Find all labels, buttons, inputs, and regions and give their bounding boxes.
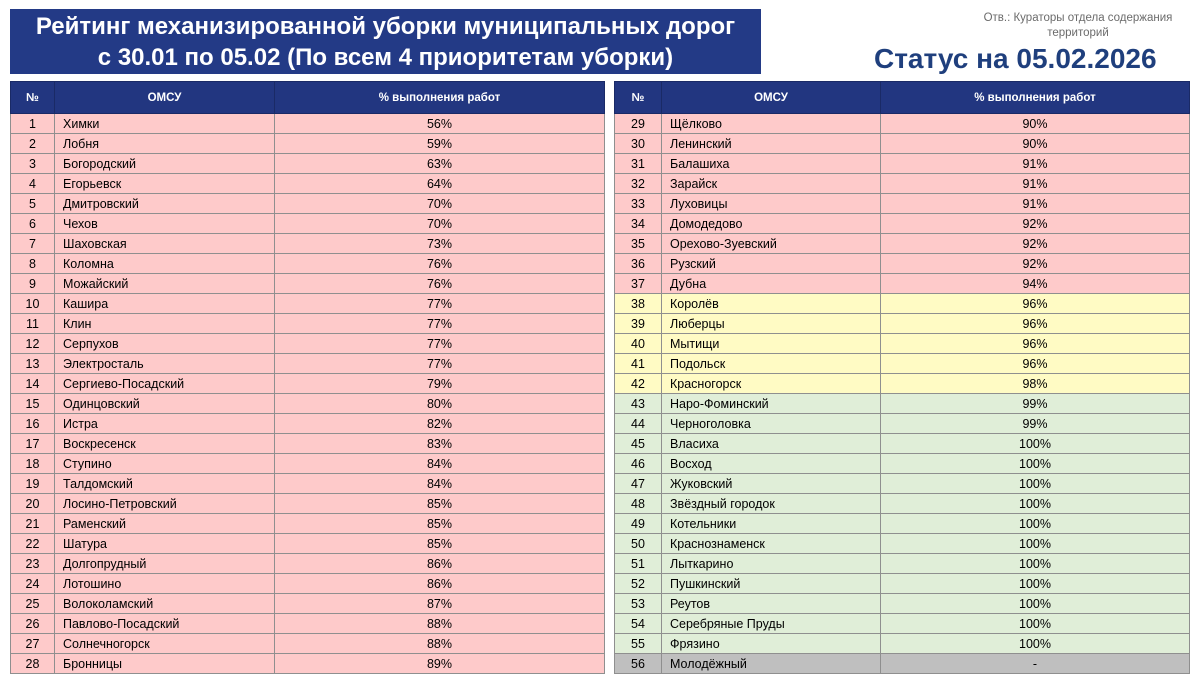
row-percent: 100% — [881, 634, 1190, 654]
row-percent: 90% — [881, 134, 1190, 154]
row-number: 56 — [615, 654, 662, 674]
table-header-row — [11, 82, 605, 114]
table-row — [615, 474, 1190, 494]
row-number: 31 — [615, 154, 662, 174]
row-number: 20 — [11, 494, 55, 514]
row-percent: 92% — [881, 254, 1190, 274]
table-row — [615, 514, 1190, 534]
table-row — [615, 394, 1190, 414]
table-row — [615, 354, 1190, 374]
row-omsu-name: Краснознаменск — [662, 534, 881, 554]
row-number: 36 — [615, 254, 662, 274]
row-percent: 70% — [275, 214, 605, 234]
row-number: 33 — [615, 194, 662, 214]
row-omsu-name: Мытищи — [662, 334, 881, 354]
responsible-line-1: Отв.: Кураторы отдела содержания — [983, 12, 1173, 24]
row-percent: 96% — [881, 314, 1190, 334]
row-number: 10 — [11, 294, 55, 314]
row-omsu-name: Фрязино — [662, 634, 881, 654]
row-number: 32 — [615, 174, 662, 194]
table-row — [615, 454, 1190, 474]
row-number: 7 — [11, 234, 55, 254]
row-percent: 100% — [881, 434, 1190, 454]
row-omsu-name: Королёв — [662, 294, 881, 314]
report-title-line-1: Рейтинг механизированной уборки муниципальных дорог — [35, 13, 736, 40]
row-percent: 99% — [881, 414, 1190, 434]
row-number: 48 — [615, 494, 662, 514]
row-percent: 88% — [275, 634, 605, 654]
row-percent: 80% — [275, 394, 605, 414]
row-number: 24 — [11, 574, 55, 594]
row-percent: 77% — [275, 354, 605, 374]
row-percent: 100% — [881, 494, 1190, 514]
header-percent: % выполнения работ — [881, 82, 1190, 114]
row-number: 47 — [615, 474, 662, 494]
row-omsu-name: Котельники — [662, 514, 881, 534]
table-row — [615, 434, 1190, 454]
table-row — [615, 254, 1190, 274]
table-row — [615, 594, 1190, 614]
row-omsu-name: Бронницы — [55, 654, 275, 674]
row-number: 23 — [11, 554, 55, 574]
row-number: 22 — [11, 534, 55, 554]
row-number: 35 — [615, 234, 662, 254]
table-row — [615, 194, 1190, 214]
row-number: 50 — [615, 534, 662, 554]
table-row — [615, 314, 1190, 334]
row-omsu-name: Ленинский — [662, 134, 881, 154]
table-row — [615, 574, 1190, 594]
row-number: 37 — [615, 274, 662, 294]
status-date: Статус на 05.02.2026 — [874, 43, 1157, 74]
row-number: 39 — [615, 314, 662, 334]
row-number: 13 — [11, 354, 55, 374]
row-omsu-name: Власиха — [662, 434, 881, 454]
row-percent: 100% — [881, 514, 1190, 534]
row-omsu-name: Восход — [662, 454, 881, 474]
row-percent: 77% — [275, 334, 605, 354]
row-omsu-name: Электросталь — [55, 354, 275, 374]
row-omsu-name: Наро-Фоминский — [662, 394, 881, 414]
table-row — [615, 654, 1190, 674]
row-omsu-name: Балашиха — [662, 154, 881, 174]
row-omsu-name: Молодёжный — [662, 654, 881, 674]
row-percent: 100% — [881, 614, 1190, 634]
table-row — [11, 354, 605, 374]
row-number: 17 — [11, 434, 55, 454]
table-row — [11, 614, 605, 634]
table-row — [615, 174, 1190, 194]
row-number: 44 — [615, 414, 662, 434]
table-row — [11, 514, 605, 534]
table-row — [615, 634, 1190, 654]
row-percent: 99% — [881, 394, 1190, 414]
table-row — [11, 494, 605, 514]
row-percent: 59% — [275, 134, 605, 154]
row-omsu-name: Лосино-Петровский — [55, 494, 275, 514]
row-percent: 83% — [275, 434, 605, 454]
row-omsu-name: Пушкинский — [662, 574, 881, 594]
row-percent: 73% — [275, 234, 605, 254]
row-number: 52 — [615, 574, 662, 594]
table-row — [11, 554, 605, 574]
header-num: № — [11, 82, 55, 114]
row-percent: 100% — [881, 534, 1190, 554]
row-number: 19 — [11, 474, 55, 494]
row-percent: 76% — [275, 254, 605, 274]
row-omsu-name: Красногорск — [662, 374, 881, 394]
table-row — [615, 274, 1190, 294]
row-omsu-name: Кашира — [55, 294, 275, 314]
row-number: 46 — [615, 454, 662, 474]
table-row — [615, 234, 1190, 254]
table-row — [615, 294, 1190, 314]
table-row — [615, 334, 1190, 354]
row-percent: 88% — [275, 614, 605, 634]
table-row — [11, 174, 605, 194]
row-percent: 86% — [275, 574, 605, 594]
row-omsu-name: Богородский — [55, 154, 275, 174]
row-number: 5 — [11, 194, 55, 214]
table-row — [615, 374, 1190, 394]
row-number: 21 — [11, 514, 55, 534]
table-row — [11, 234, 605, 254]
row-number: 15 — [11, 394, 55, 414]
table-row — [615, 154, 1190, 174]
row-omsu-name: Люберцы — [662, 314, 881, 334]
table-row — [11, 454, 605, 474]
row-number: 27 — [11, 634, 55, 654]
row-number: 2 — [11, 134, 55, 154]
row-percent: 92% — [881, 234, 1190, 254]
row-number: 51 — [615, 554, 662, 574]
row-omsu-name: Ступино — [55, 454, 275, 474]
row-percent: 85% — [275, 534, 605, 554]
row-percent: 94% — [881, 274, 1190, 294]
row-omsu-name: Зарайск — [662, 174, 881, 194]
responsible-line-2: территорий — [1047, 27, 1109, 39]
row-percent: 100% — [881, 474, 1190, 494]
table-row — [615, 114, 1190, 134]
row-percent: 100% — [881, 574, 1190, 594]
row-percent: 64% — [275, 174, 605, 194]
row-number: 28 — [11, 654, 55, 674]
row-number: 38 — [615, 294, 662, 314]
row-number: 34 — [615, 214, 662, 234]
header-num: № — [615, 82, 662, 114]
row-percent: 91% — [881, 194, 1190, 214]
row-number: 16 — [11, 414, 55, 434]
row-number: 1 — [11, 114, 55, 134]
table-row — [11, 334, 605, 354]
row-percent: 84% — [275, 454, 605, 474]
row-number: 6 — [11, 214, 55, 234]
row-omsu-name: Дубна — [662, 274, 881, 294]
row-omsu-name: Серпухов — [55, 334, 275, 354]
row-number: 42 — [615, 374, 662, 394]
row-number: 49 — [615, 514, 662, 534]
table-row — [11, 314, 605, 334]
rating-table-left — [10, 81, 605, 674]
row-number: 40 — [615, 334, 662, 354]
row-number: 41 — [615, 354, 662, 374]
row-percent: 76% — [275, 274, 605, 294]
row-number: 11 — [11, 314, 55, 334]
table-row — [615, 534, 1190, 554]
row-percent: 89% — [275, 654, 605, 674]
report-title-line-2: с 30.01 по 05.02 (По всем 4 приоритетам уборки) — [97, 44, 674, 71]
row-percent: 77% — [275, 314, 605, 334]
row-omsu-name: Павлово-Посадский — [55, 614, 275, 634]
row-omsu-name: Луховицы — [662, 194, 881, 214]
row-percent: 87% — [275, 594, 605, 614]
row-omsu-name: Долгопрудный — [55, 554, 275, 574]
row-number: 18 — [11, 454, 55, 474]
row-number: 9 — [11, 274, 55, 294]
row-omsu-name: Истра — [55, 414, 275, 434]
row-omsu-name: Шатура — [55, 534, 275, 554]
row-percent: 86% — [275, 554, 605, 574]
row-omsu-name: Лыткарино — [662, 554, 881, 574]
table-row — [11, 374, 605, 394]
row-omsu-name: Раменский — [55, 514, 275, 534]
row-number: 25 — [11, 594, 55, 614]
row-percent: 96% — [881, 354, 1190, 374]
table-row — [11, 194, 605, 214]
row-omsu-name: Дмитровский — [55, 194, 275, 214]
header-percent: % выполнения работ — [275, 82, 605, 114]
row-omsu-name: Серебряные Пруды — [662, 614, 881, 634]
row-number: 45 — [615, 434, 662, 454]
table-row — [11, 534, 605, 554]
row-omsu-name: Егорьевск — [55, 174, 275, 194]
table-row — [615, 494, 1190, 514]
row-omsu-name: Домодедово — [662, 214, 881, 234]
table-row — [11, 134, 605, 154]
row-omsu-name: Реутов — [662, 594, 881, 614]
table-header-row — [615, 82, 1190, 114]
row-number: 8 — [11, 254, 55, 274]
row-percent: 90% — [881, 114, 1190, 134]
row-number: 55 — [615, 634, 662, 654]
row-percent: 91% — [881, 174, 1190, 194]
row-omsu-name: Звёздный городок — [662, 494, 881, 514]
row-omsu-name: Клин — [55, 314, 275, 334]
row-percent: 82% — [275, 414, 605, 434]
row-number: 4 — [11, 174, 55, 194]
row-omsu-name: Солнечногорск — [55, 634, 275, 654]
row-number: 29 — [615, 114, 662, 134]
rating-table-right — [614, 81, 1190, 674]
row-omsu-name: Щёлково — [662, 114, 881, 134]
row-omsu-name: Химки — [55, 114, 275, 134]
row-omsu-name: Черноголовка — [662, 414, 881, 434]
table-row — [11, 394, 605, 414]
row-percent: 77% — [275, 294, 605, 314]
row-omsu-name: Можайский — [55, 274, 275, 294]
row-percent: 70% — [275, 194, 605, 214]
row-percent: 84% — [275, 474, 605, 494]
row-omsu-name: Сергиево-Посадский — [55, 374, 275, 394]
row-number: 14 — [11, 374, 55, 394]
table-row — [615, 614, 1190, 634]
row-percent: 92% — [881, 214, 1190, 234]
row-number: 12 — [11, 334, 55, 354]
row-number: 26 — [11, 614, 55, 634]
table-row — [11, 634, 605, 654]
table-row — [11, 214, 605, 234]
row-percent: 56% — [275, 114, 605, 134]
row-omsu-name: Коломна — [55, 254, 275, 274]
table-row — [11, 294, 605, 314]
row-percent: 85% — [275, 514, 605, 534]
table-row — [11, 154, 605, 174]
row-omsu-name: Орехово-Зуевский — [662, 234, 881, 254]
row-percent: 100% — [881, 454, 1190, 474]
report-title — [10, 9, 761, 74]
row-percent: 91% — [881, 154, 1190, 174]
row-percent: 96% — [881, 294, 1190, 314]
row-percent: 85% — [275, 494, 605, 514]
table-row — [11, 654, 605, 674]
row-omsu-name: Талдомский — [55, 474, 275, 494]
table-row — [11, 434, 605, 454]
table-row — [11, 574, 605, 594]
row-percent: 96% — [881, 334, 1190, 354]
row-omsu-name: Подольск — [662, 354, 881, 374]
row-number: 53 — [615, 594, 662, 614]
header-omsu: ОМСУ — [55, 82, 275, 114]
table-row — [11, 474, 605, 494]
table-row — [615, 554, 1190, 574]
row-omsu-name: Волоколамский — [55, 594, 275, 614]
row-percent: 100% — [881, 594, 1190, 614]
row-percent: 79% — [275, 374, 605, 394]
row-number: 54 — [615, 614, 662, 634]
row-omsu-name: Чехов — [55, 214, 275, 234]
row-percent: 100% — [881, 554, 1190, 574]
row-omsu-name: Шаховская — [55, 234, 275, 254]
row-percent: - — [881, 654, 1190, 674]
row-number: 3 — [11, 154, 55, 174]
table-row — [11, 254, 605, 274]
table-row — [615, 214, 1190, 234]
row-omsu-name: Жуковский — [662, 474, 881, 494]
header-omsu: ОМСУ — [662, 82, 881, 114]
table-row — [11, 274, 605, 294]
row-omsu-name: Рузский — [662, 254, 881, 274]
table-row — [11, 594, 605, 614]
row-number: 43 — [615, 394, 662, 414]
row-omsu-name: Лобня — [55, 134, 275, 154]
table-row — [11, 114, 605, 134]
table-row — [11, 414, 605, 434]
row-omsu-name: Воскресенск — [55, 434, 275, 454]
row-omsu-name: Одинцовский — [55, 394, 275, 414]
row-number: 30 — [615, 134, 662, 154]
row-omsu-name: Лотошино — [55, 574, 275, 594]
row-percent: 63% — [275, 154, 605, 174]
table-row — [615, 134, 1190, 154]
table-row — [615, 414, 1190, 434]
responsible-note — [960, 11, 1196, 41]
row-percent: 98% — [881, 374, 1190, 394]
